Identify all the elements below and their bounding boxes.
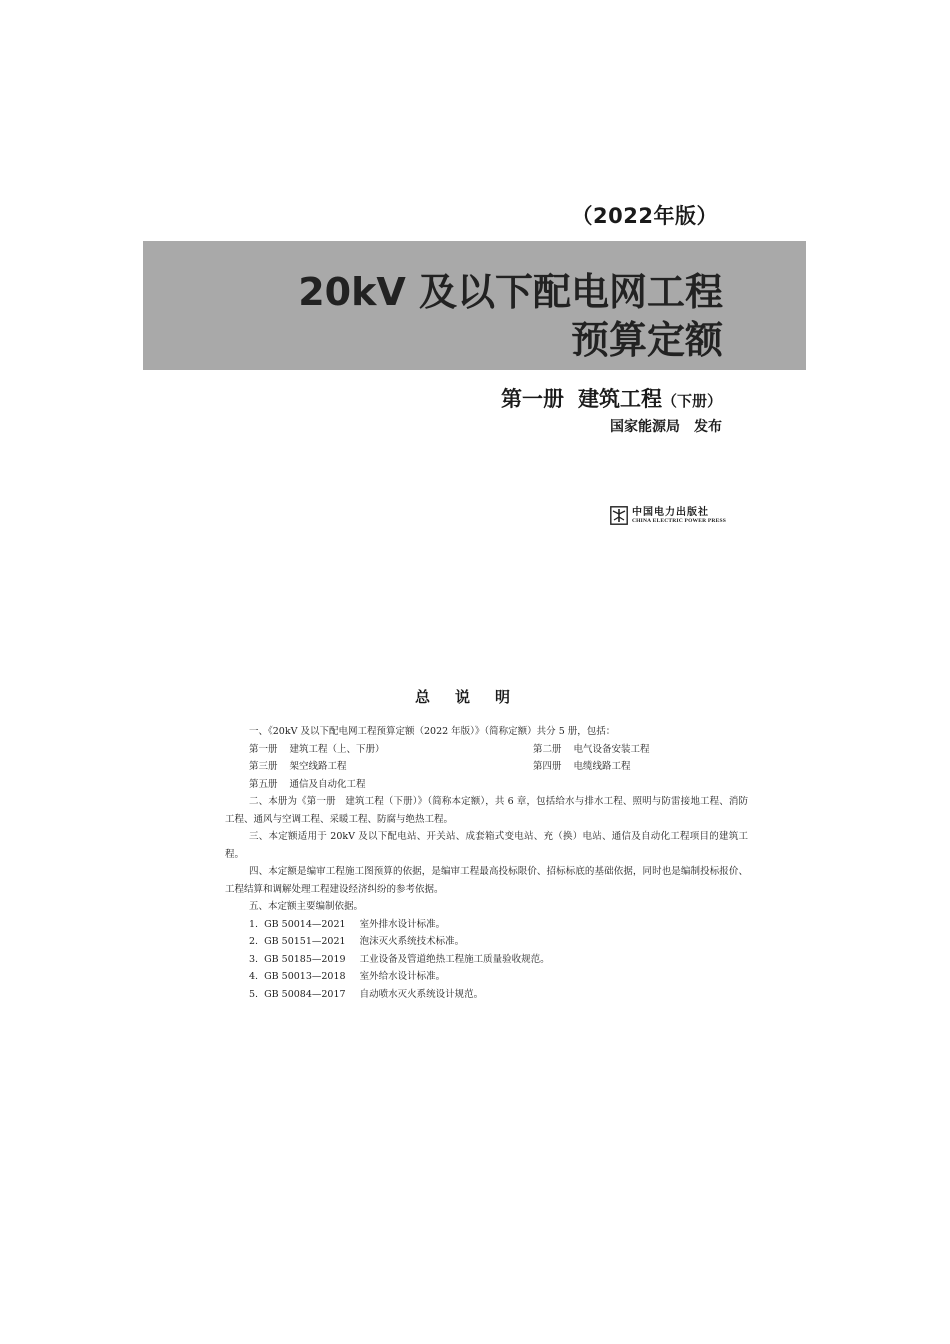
note-item-3: 三、本定额适用于 20kV 及以下配电站、开关站、成套箱式变电站、充（换）电站、通信及自动化工程项目的建筑工程。 xyxy=(225,831,748,860)
volume-list-item: 第五册 通信及自动化工程 xyxy=(249,778,366,790)
note-item-4: 四、本定额是编审工程施工图预算的依据，是编审工程最高投标限价、招标标底的基础依据，同时也是编制投标报价、工程结算和调解处理工程建设经济纠纷的参考依据。 xyxy=(225,866,748,895)
volume-title xyxy=(501,383,722,413)
note-item-5: 五、本定额主要编制依据。 xyxy=(249,901,364,912)
volume-list-item: 第二册 电气设备安装工程 xyxy=(533,743,650,755)
press-name-en: CHINA ELECTRIC POWER PRESS xyxy=(632,517,726,524)
press-logo xyxy=(610,506,726,525)
book-title-line1: 20kV 及以下配电网工程 xyxy=(298,270,723,314)
title-banner xyxy=(143,241,806,370)
volume-number: 第一册 xyxy=(500,387,564,411)
press-emblem-icon xyxy=(610,506,628,525)
issuer-name: 国家能源局 xyxy=(610,419,680,435)
reference-item: 4. GB 50013—2018 室外给水设计标准。 xyxy=(249,971,446,982)
volume-list-item: 第四册 电缆线路工程 xyxy=(533,761,631,772)
edition-label: （2022年版） xyxy=(571,204,718,228)
reference-item: 5. GB 50084—2017 自动喷水灭火系统设计规范。 xyxy=(249,988,484,1000)
volume-part: （下册） xyxy=(661,392,722,410)
volume-list-item: 第三册 架空线路工程 xyxy=(249,761,347,772)
note-item-1: 一、《20kV 及以下配电网工程预算定额（2022 年版）》（简称定额）共分 5 册，包括： xyxy=(249,726,616,737)
volume-list xyxy=(225,741,748,794)
reference-item: 3. GB 50185—2019 工业设备及管道绝热工程施工质量验收规范。 xyxy=(249,953,550,965)
reference-item: 2. GB 50151—2021 泡沫灭火系统技术标准。 xyxy=(249,936,465,947)
reference-item: 1. GB 50014—2021 室外排水设计标准。 xyxy=(249,918,446,930)
note-item-2: 二、本册为《第一册 建筑工程（下册）》（简称本定额），共 6 章，包括给水与排水工程、照明与防雷接地工程、消防工程、通风与空调工程、采暖工程、防腐与绝热工程。 xyxy=(225,796,748,825)
general-notes-body xyxy=(225,723,748,1003)
issuer-line xyxy=(610,416,722,436)
book-title-line2: 预算定额 xyxy=(570,318,723,362)
volume-name: 建筑工程 xyxy=(577,387,662,411)
press-name-cn: 中国电力出版社 xyxy=(632,506,709,518)
general-notes-heading: 总说明 xyxy=(414,688,535,706)
issue-action: 发布 xyxy=(694,419,722,435)
volume-list-item: 第一册 建筑工程（上、下册） xyxy=(249,743,385,755)
